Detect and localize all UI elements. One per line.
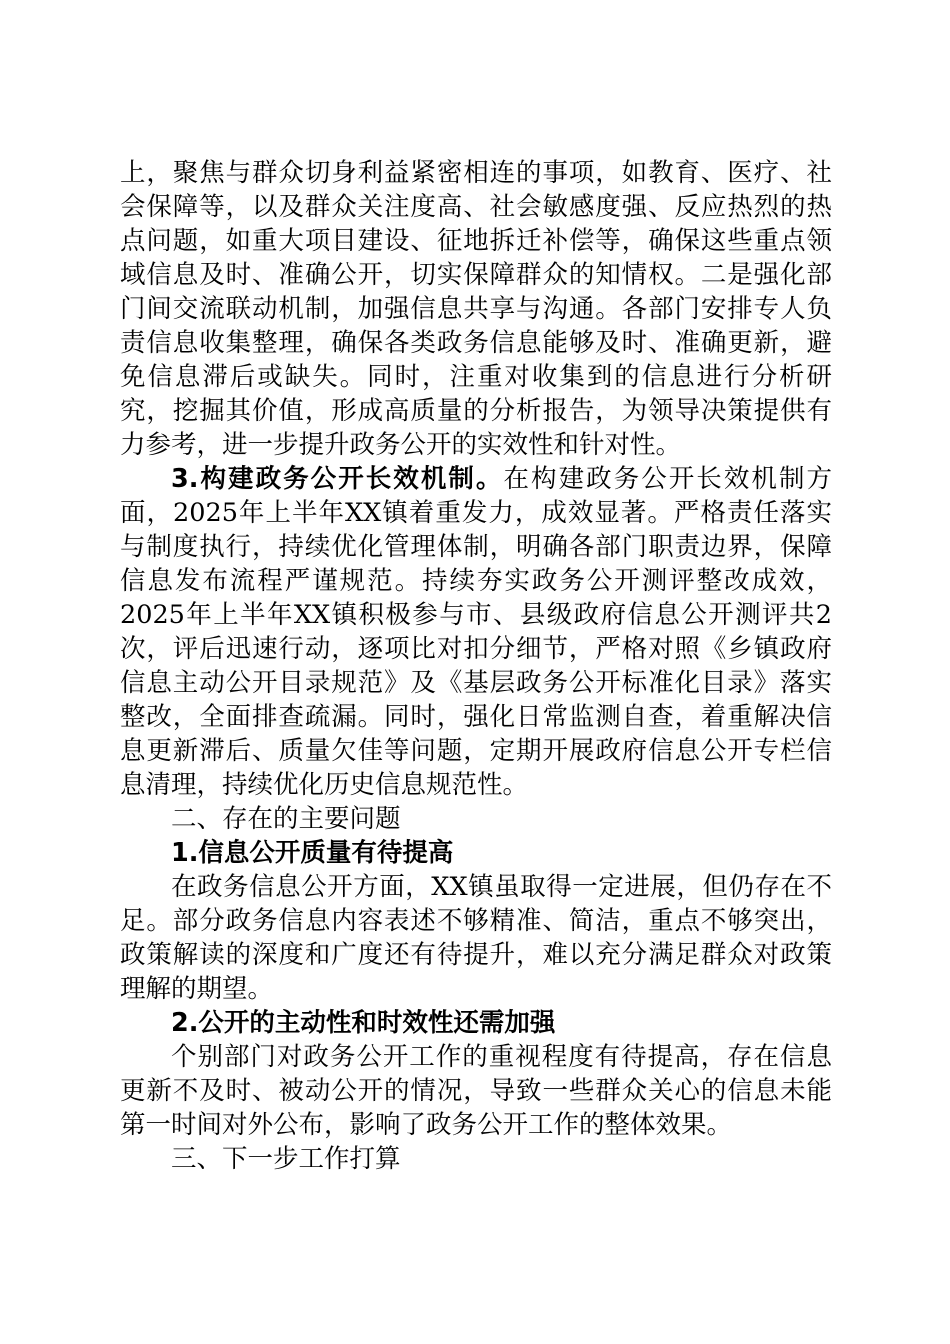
paragraph-quality: 在政务信息公开方面，XX镇虽取得一定进展，但仍存在不足。部分政务信息内容表述不够精准、简洁，重点不够突出，政策解读的深度和广度还有待提升，难以充分满足群众对政策理解的期望。 — [120, 872, 832, 1004]
document-page — [120, 156, 832, 1176]
paragraph-timeliness: 个别部门对政务公开工作的重视程度有待提高，存在信息更新不及时、被动公开的情况，导致一些群众关心的信息未能第一时间对外公布，影响了政务公开工作的整体效果。 — [120, 1042, 832, 1140]
paragraph-mechanism-body: 在构建政务公开长效机制方面，2025年上半年XX镇着重发力，成效显著。严格责任落实与制度执行，持续优化管理体制，明确各部门职责边界，保障信息发布流程严谨规范。持续夯实政务公开测评整改成效，2025年上半年XX镇积极参与市、县级政府信息公开测评共2次，评后迅速行动，逐项比对扣分细节，严格对照《乡镇政府信息主动公开目录规范》及《基层政务公开标准化目录》落实整改，全面排查疏漏。同时，强化日常监测自查，着重解决信息更新滞后、质量欠佳等问题，定期开展政府信息公开专栏信息清理，持续优化历史信息规范性。 — [120, 464, 832, 800]
section-heading-problems: 二、存在的主要问题 — [171, 804, 401, 834]
paragraph-mechanism — [120, 462, 832, 802]
subheading-timeliness: 2.公开的主动性和时效性还需加强 — [171, 1008, 556, 1038]
subheading-mechanism: 3.构建政务公开长效机制。 — [171, 464, 504, 494]
section-heading-next-steps: 三、下一步工作打算 — [171, 1144, 401, 1174]
subheading-quality: 1.信息公开质量有待提高 — [171, 838, 454, 868]
paragraph-continuation: 上，聚焦与群众切身利益紧密相连的事项，如教育、医疗、社会保障等，以及群众关注度高、社会敏感度强、反应热烈的热点问题，如重大项目建设、征地拆迁补偿等，确保这些重点领域信息及时、准确公开，切实保障群众的知情权。二是强化部门间交流联动机制，加强信息共享与沟通。各部门安排专人负责信息收集整理，确保各类政务信息能够及时、准确更新，避免信息滞后或缺失。同时，注重对收集到的信息进行分析研究，挖掘其价值，形成高质量的分析报告，为领导决策提供有力参考，进一步提升政务公开的实效性和针对性。 — [120, 158, 832, 460]
